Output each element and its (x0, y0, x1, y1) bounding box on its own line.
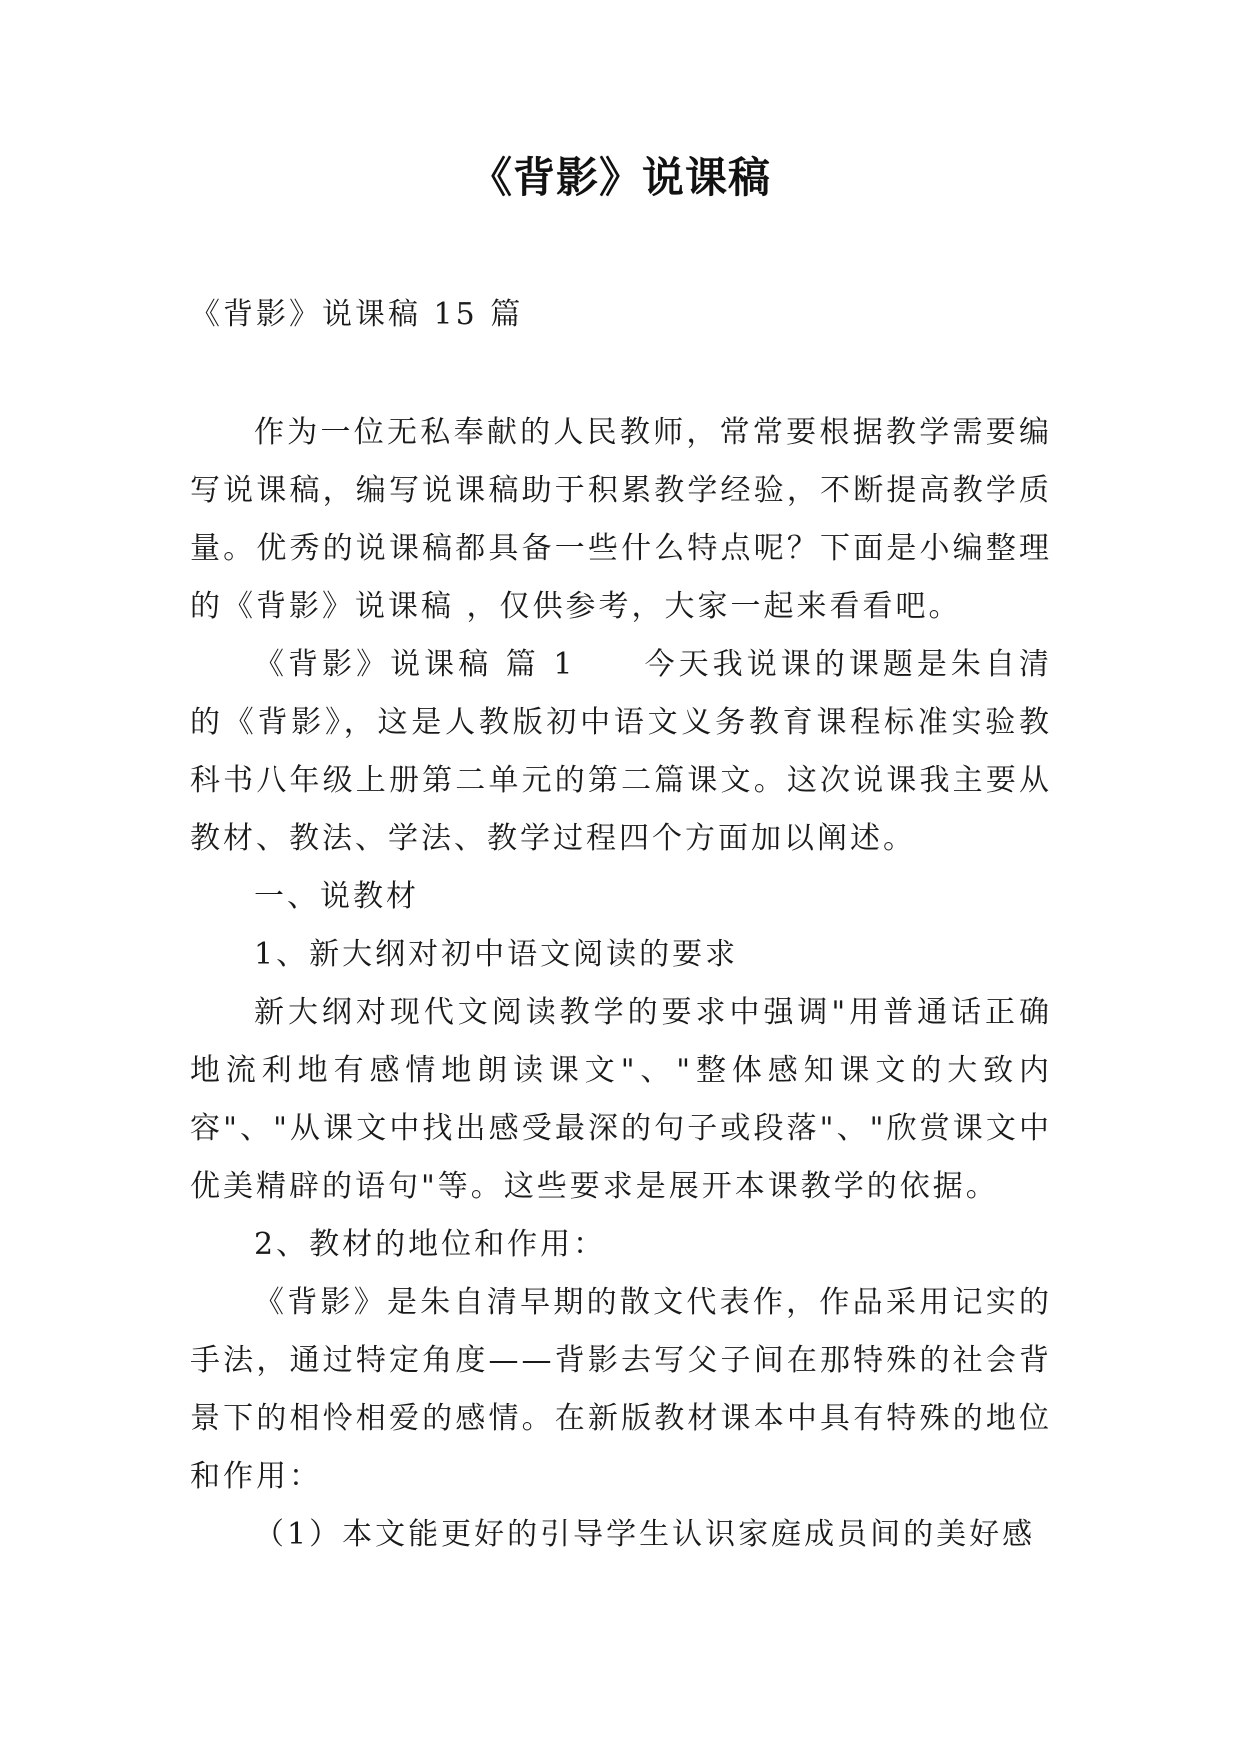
intro-paragraph: 作为一位无私奉献的人民教师，常常要根据教学需要编写说课稿，编写说课稿助于积累教学经验，不断提高教学质量。优秀的说课稿都具备一些什么特点呢？下面是小编整理的《背影》说课稿 ，仅供参考，大家一起来看看吧。 (190, 415, 1052, 624)
section-heading-textbook: 一、说教材 (254, 879, 419, 914)
position-paragraph: 《背影》是朱自清早期的散文代表作，作品采用记实的手法，通过特定角度——背影去写父子间在那特殊的社会背景下的相怜相爱的感情。在新版教材课本中具有特殊的地位和作用： (190, 1285, 1052, 1494)
requirements-paragraph: 新大纲对现代文阅读教学的要求中强调"用普通话正确地流利地有感情地朗读课文"、"整体感知课文的大致内容"、"从课文中找出感受最深的句子或段落"、"欣赏课文中优美精辟的语句"等。这些要求是展开本课教学的依据。 (190, 995, 1052, 1204)
lesson-1-paragraph: 《背影》说课稿 篇 1 今天我说课的课题是朱自清的《背影》，这是人教版初中语文义务教育课程标准实验教科书八年级上册第二单元的第二篇课文。这次说课我主要从教材、教法、学法、教学过程四个方面加以阐述。 (190, 647, 1052, 856)
document-subtitle: 《背影》说课稿 15 篇 (190, 297, 524, 332)
point-1-paragraph: （1）本文能更好的引导学生认识家庭成员间的美好感 (254, 1517, 1036, 1552)
subsection-heading-position: 2、教材的地位和作用： (254, 1227, 607, 1262)
document-title: 《背影》说课稿 (469, 153, 771, 202)
subsection-heading-requirements: 1、新大纲对初中语文阅读的要求 (254, 937, 739, 972)
document-body (190, 404, 1052, 1564)
